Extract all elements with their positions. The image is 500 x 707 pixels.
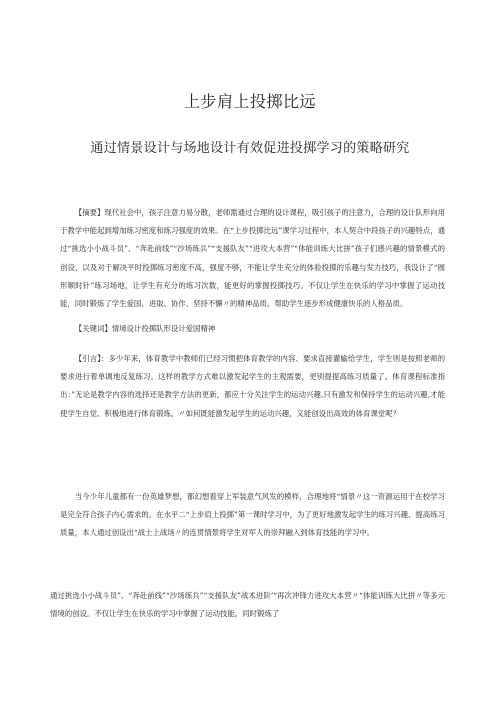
abstract-paragraph: 【摘要】现代社会中，孩子注意力易分散，老师需通过合理的设计课程，吸引孩子的注意力，合理的设计队形向用于教学中能起到增加练习密度和练习强度的效果。在“上步投掷比远”课学习过程中，本人契合中段孩子的兴趣特点，通过“挑选小小战斗员”、“奔赴前线”“沙场练兵”“支援队友”“进攻大本营”“体能训练大比拼”孩子们感兴趣的情景模式的创设，以及对于解决平时投掷练习密度不高，强度不够，不能让学生充分的体验投掷的乐趣与发力技巧，我设计了“圆形顺时针”练习场地，让学生有充分的练习次数，能更好的掌握投掷技巧。不仅让学生在快乐的学习中掌握了运动技能，同时锻炼了学生爱国、进取、协作、坚持不懈〃的精神品质。帮助学生逐步形成健康快乐的人格品质。 [60, 208, 445, 309]
body-paragraph-1: 当今少年儿童都有一份英雄梦想，都幻想着穿上军装意气风发的模样，合理地将“情景〃这一资源运用于在校学习是完全符合孩子内心需求的。在水平二“上步肩上投掷”第一课时学习中，为了更好地激发起学生的练习兴趣、提高练习质量，本人通过创设出“战士上战场〃的连贯情景将学生对军人的崇拜融入到体育技能的学习中。 [60, 492, 445, 538]
keywords-paragraph: 【关键词】情境设计投掷队形设计爱国精神 [74, 324, 216, 333]
introduction-paragraph: 【引言】：多少年来，体育教学中教师们已经习惯把体育教学的内容、要求直接灌输给学生，学生则是按照老师的要求进行着单调地反复练习。这样的教学方式难以激发起学生的主观需要，更别提提高练习质量了。体育课程标准指出：”无论是教学内容的选择还是教学方法的更新，都应十分关注学生的运动兴趣,只有激发和保持学生的运动兴趣,才能使学生自觉、积极地进行体育锻炼。〃如何既能激发起学生的运动兴趣，又能创设出高效的体育课堂呢？ [60, 354, 445, 418]
page-title: 上步肩上投掷比远 [183, 92, 316, 111]
page-subtitle: 通过情景设计与场地设计有效促进投掷学习的策略研究 [90, 141, 410, 156]
body-paragraph-2: 通过挑选小小战斗员”、“奔赴前线”“沙场练兵”“支援队友”战术进阶’“再次冲锋力进攻大本营〃“体能训练大比拼〃等多元情境的创设。不仅让学生在快乐的学习中掌握了运动技能，同时锻炼了 [50, 591, 445, 619]
